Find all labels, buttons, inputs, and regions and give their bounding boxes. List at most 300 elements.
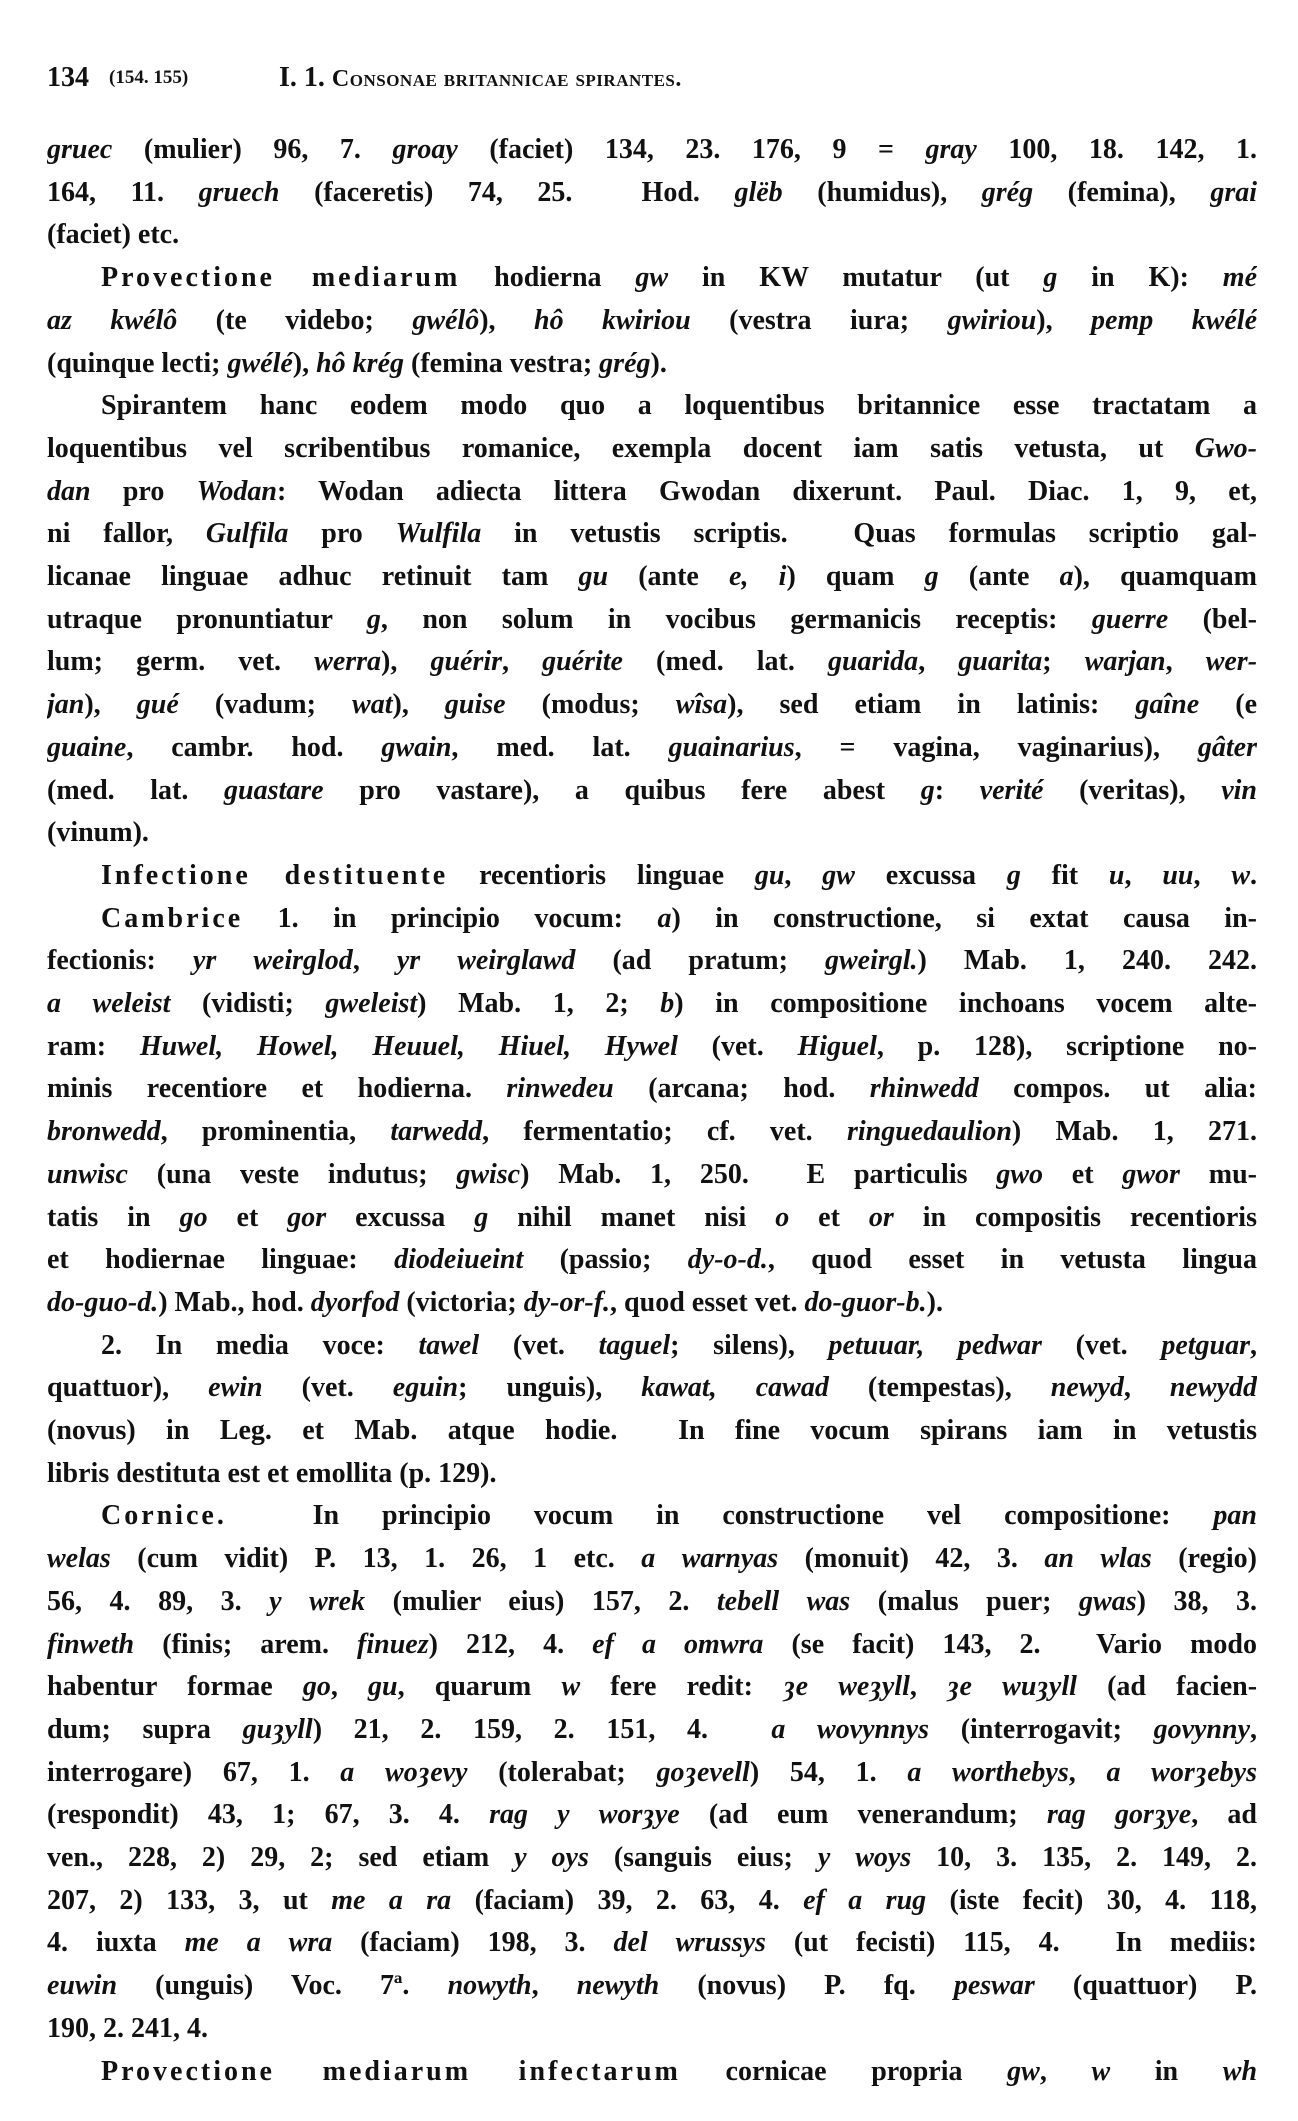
italic-term: dyorfod: [310, 1286, 400, 1318]
italic-term: ewin: [208, 1372, 263, 1404]
text-run: 190, 2. 241, 4.: [47, 2012, 208, 2044]
italic-term: dan: [47, 475, 91, 507]
text-run: ; silens),: [670, 1329, 829, 1361]
text-line: [47, 642, 1257, 682]
text-run: (vet.: [479, 1329, 599, 1361]
text-run: in vetustis scriptis. Quas formulas scriptio gal-: [481, 518, 1257, 550]
text-line: [101, 1496, 1257, 1536]
italic-term: g: [924, 561, 939, 592]
italic-term: grai: [1210, 176, 1257, 208]
text-run: (vidisti;: [170, 988, 326, 1019]
text-run: ,: [531, 1970, 577, 2002]
text-run: (cum vidit) P. 13, 1. 26, 1 etc.: [110, 1543, 642, 1575]
italic-term: rhinwedd: [869, 1073, 979, 1105]
italic-term: a weleist: [47, 988, 171, 1019]
italic-term: gwo: [996, 1158, 1043, 1190]
text-run: ) Mab. 1, 271.: [1011, 1116, 1257, 1148]
text-run: ) 212, 4.: [428, 1628, 593, 1660]
text-run: (ante: [938, 561, 1060, 592]
italic-term: wîsa: [675, 689, 728, 721]
italic-term: petguar: [1161, 1329, 1251, 1361]
text-line: [47, 1753, 1257, 1793]
text-run: fere redit:: [580, 1671, 784, 1703]
section-title: Consonae britannicae spirantes.: [331, 66, 682, 92]
spaced-heading-text: Infectione destituente: [101, 859, 449, 891]
italic-term: del wrussys: [613, 1927, 766, 1959]
text-run: (vet.: [1041, 1329, 1162, 1361]
italic-term: gué: [136, 689, 179, 721]
italic-term: go: [179, 1201, 208, 1233]
text-run: ),: [292, 347, 317, 379]
text-line: [47, 1625, 1257, 1665]
text-run: ) Mab., hod.: [158, 1286, 311, 1318]
text-run: , prominentia,: [160, 1116, 391, 1148]
text-line: [101, 386, 1257, 426]
italic-term: werra: [314, 646, 382, 678]
italic-term: a: [657, 902, 672, 934]
italic-term: yr weirglod: [192, 945, 353, 977]
text-run: (bel-: [1168, 603, 1257, 635]
text-run: recentioris linguae: [448, 859, 755, 891]
text-run: excussa: [854, 859, 1007, 891]
text-line: [101, 258, 1257, 298]
text-run: ),: [392, 689, 445, 721]
text-run: (faciet) etc.: [47, 219, 180, 251]
text-run: quattuor),: [47, 1372, 209, 1404]
text-run: , non solum in vocibus germanicis receptis:: [380, 603, 1092, 635]
italic-term: Wodan: [196, 475, 277, 507]
italic-term: guȝyll: [242, 1713, 313, 1745]
italic-term: groay: [392, 134, 458, 165]
italic-term: a worȝebys: [1106, 1756, 1257, 1788]
italic-term: me a ra: [331, 1884, 452, 1916]
italic-term: guise: [444, 689, 506, 721]
text-run: , quod esset in vetusta lingua: [767, 1244, 1257, 1276]
text-line: [47, 1795, 1257, 1835]
italic-term: gruec: [47, 134, 113, 165]
text-run: pro: [90, 475, 197, 507]
italic-term: gwain: [381, 731, 452, 763]
text-run: (interrogavit;: [929, 1713, 1154, 1745]
italic-term: goȝevell: [656, 1756, 750, 1788]
text-run: (vinum).: [47, 817, 149, 849]
italic-term: gwélé: [227, 347, 293, 379]
italic-term: pan: [1213, 1500, 1257, 1532]
italic-term: finweth: [47, 1628, 135, 1660]
text-run: : Wodan adiecta littera Gwodan dixerunt. Paul. Diac. 1, 9, et,: [276, 475, 1257, 507]
italic-term: w: [561, 1671, 581, 1703]
text-line: [47, 984, 1257, 1024]
text-run: tatis in: [47, 1201, 180, 1233]
text-run: ,: [909, 1671, 948, 1703]
text-run: 4. iuxta: [47, 1927, 185, 1959]
text-run: ).: [926, 1286, 943, 1318]
text-run: In principio vocum in constructione vel compositione:: [226, 1500, 1214, 1532]
text-line: [47, 429, 1257, 469]
text-run: , cambr. hod.: [126, 731, 382, 763]
text-run: compos. ut alia:: [978, 1073, 1257, 1105]
text-run: (faciet) 134, 23. 176, 9 =: [457, 134, 926, 165]
text-run: ) Mab. 1, 250. E particulis: [520, 1158, 997, 1190]
text-run: ,: [502, 646, 543, 678]
text-line: [47, 1454, 1257, 1494]
text-run: in: [1110, 2055, 1223, 2087]
italic-term: ef a omwra: [592, 1628, 764, 1660]
text-line: [47, 771, 1257, 811]
text-run: (ad facien-: [1076, 1671, 1257, 1703]
text-run: (novus) in Leg. et Mab. atque hodie. In fine vocum spirans iam in vetustis: [47, 1415, 1257, 1446]
text-run: (e: [1199, 689, 1257, 721]
italic-term: gweleist: [325, 988, 418, 1019]
italic-term: e, i: [729, 561, 787, 592]
text-line: [47, 1198, 1257, 1238]
italic-term: glëb: [734, 176, 783, 208]
italic-term: gw: [822, 859, 855, 891]
text-run: , quod esset vet.: [610, 1286, 805, 1318]
italic-term: guainarius: [668, 731, 795, 763]
italic-term: hô krég: [316, 347, 405, 379]
italic-term: eguin: [392, 1372, 459, 1404]
italic-term: grég: [981, 176, 1034, 208]
italic-term: guaine: [47, 731, 127, 763]
italic-term: newydd: [1169, 1372, 1257, 1404]
text-run: 10, 3. 135, 2. 149, 2.: [911, 1842, 1257, 1873]
text-run: ni fallor,: [47, 518, 206, 550]
text-run: (tempestas),: [828, 1372, 1051, 1404]
italic-term: gwiriou: [947, 304, 1037, 336]
text-line: [47, 1923, 1257, 1963]
text-line: [101, 856, 1257, 896]
text-line: [47, 215, 1257, 255]
spaced-heading-text: Provectione mediarum infectarum: [101, 2055, 681, 2087]
text-run: ), sed etiam in latinis:: [727, 689, 1136, 721]
italic-term: wer-: [1205, 646, 1257, 678]
text-run: ) in compositione inchoans vocem alte-: [674, 988, 1257, 1019]
italic-term: a worthebys: [907, 1756, 1069, 1788]
italic-term: guérir: [430, 646, 503, 678]
text-run: (una veste indutus;: [127, 1158, 457, 1190]
text-run: (faciam) 39, 2. 63, 4.: [451, 1884, 804, 1916]
italic-term: euwin: [47, 1970, 118, 2002]
italic-term: guérite: [542, 646, 623, 678]
text-run: , ad: [1191, 1799, 1257, 1831]
italic-term: dy-o-d.: [687, 1244, 768, 1276]
italic-term: ef a rug: [803, 1884, 927, 1916]
italic-term: gu: [754, 859, 785, 891]
text-run: (mulier eius) 157, 2.: [365, 1585, 717, 1617]
italic-term: a wovynnys: [771, 1713, 930, 1745]
text-run: , fermentatio; cf. vet.: [482, 1116, 847, 1148]
text-run: (tolerabat;: [467, 1756, 657, 1788]
text-run: 2. In media voce:: [101, 1329, 419, 1361]
text-run: interrogare) 67, 1.: [47, 1756, 341, 1788]
text-run: 100, 18. 142, 1.: [976, 134, 1257, 165]
italic-term: gâter: [1197, 731, 1257, 763]
text-run: , quarum: [397, 1671, 562, 1703]
italic-term: gu: [578, 561, 609, 592]
text-line: [47, 1667, 1257, 1707]
text-run: (passio;: [523, 1244, 688, 1276]
text-line: [47, 1838, 1257, 1878]
italic-term: newyd: [1050, 1372, 1124, 1404]
text-run: minis recentiore et hodierna.: [47, 1073, 507, 1105]
text-run: 164, 11.: [47, 176, 199, 208]
text-run: , p. 128), scriptione no-: [876, 1030, 1257, 1062]
italic-term: welas: [47, 1543, 111, 1575]
italic-term: g: [920, 774, 935, 806]
italic-term: Wulfila: [395, 518, 482, 550]
text-run: et: [789, 1201, 869, 1233]
text-run: ) Mab. 1, 2;: [417, 988, 661, 1019]
text-run: excussa: [326, 1201, 475, 1233]
text-run: (ad eum venerandum;: [679, 1799, 1047, 1831]
text-run: ,: [352, 945, 397, 977]
text-line: [101, 899, 1257, 939]
italic-term: b: [660, 988, 675, 1019]
italic-term: govynny: [1153, 1713, 1251, 1745]
spaced-heading-text: Cornice.: [101, 1500, 227, 1532]
text-run: ,: [1039, 2055, 1092, 2087]
italic-term: guastare: [224, 774, 324, 806]
text-line: [101, 1326, 1257, 1366]
text-line: [47, 1539, 1257, 1579]
italic-term: g: [1006, 859, 1021, 891]
italic-term: diodeiueint: [394, 1244, 524, 1276]
italic-term: unwisc: [47, 1158, 128, 1190]
text-line: [47, 1411, 1257, 1451]
italic-term: wat: [352, 689, 393, 721]
text-run: (vadum;: [178, 689, 353, 721]
italic-term: guerre: [1091, 603, 1169, 635]
text-run: (faciam) 198, 3.: [332, 1927, 614, 1959]
italic-term: nowyth: [447, 1970, 532, 2002]
italic-term: wh: [1222, 2055, 1257, 2087]
section-number: I. 1.: [279, 62, 325, 93]
italic-term: g: [366, 603, 381, 635]
text-line: [47, 130, 1257, 170]
text-run: (monuit) 42, 3.: [778, 1543, 1045, 1575]
italic-term: jan: [47, 689, 85, 721]
text-run: (mulier) 96, 7.: [112, 134, 393, 165]
italic-term: grég: [599, 347, 651, 379]
text-run: ;: [1042, 646, 1085, 678]
text-run: (med. lat.: [622, 646, 828, 678]
text-run: mu-: [1179, 1158, 1257, 1190]
text-run: loquentibus vel scribentibus romanice, exempla docent iam satis vetusta, ut: [47, 432, 1195, 464]
text-run: et hodiernae linguae:: [47, 1244, 395, 1276]
italic-term: hô kwiriou: [534, 304, 691, 336]
text-line: [47, 1966, 1257, 2006]
text-run: (veritas),: [1043, 774, 1222, 806]
text-run: , = vagina, vaginarius),: [794, 731, 1198, 763]
text-line: [47, 301, 1257, 341]
italic-term: gaîne: [1135, 689, 1200, 721]
italic-term: vin: [1221, 774, 1257, 806]
text-line: [47, 728, 1257, 768]
text-run: hodierna: [460, 262, 636, 294]
text-run: ,: [1124, 859, 1163, 891]
text-run: (quattuor) P.: [1034, 1970, 1257, 2002]
text-run: (finis; arem.: [134, 1628, 358, 1660]
text-run: ,: [918, 646, 959, 678]
italic-term: a woȝevy: [340, 1756, 468, 1788]
text-run: ram:: [47, 1030, 140, 1062]
italic-term: gray: [925, 134, 977, 165]
text-line: [47, 1710, 1257, 1750]
italic-term: w: [1231, 859, 1250, 891]
text-run: (med. lat.: [47, 774, 225, 806]
text-run: ),: [479, 304, 534, 336]
italic-term: warjan: [1084, 646, 1166, 678]
text-run: (malus puer;: [850, 1585, 1080, 1617]
italic-term: or: [868, 1201, 894, 1233]
text-run: ) in constructione, si extat causa in-: [671, 902, 1257, 934]
text-run: libris destituta est et emollita (p. 129).: [47, 1457, 497, 1489]
text-line: [47, 344, 1257, 384]
italic-term: gwas: [1079, 1585, 1137, 1617]
italic-term: w: [1091, 2055, 1111, 2087]
italic-term: bronwedd: [47, 1116, 161, 1148]
italic-term: do-guor-b.: [804, 1286, 927, 1318]
italic-term: petuuar, pedwar: [828, 1329, 1042, 1361]
text-line: [101, 2052, 1257, 2092]
text-run: (faceretis) 74, 25. Hod.: [279, 176, 735, 208]
text-run: (vestra iura;: [690, 304, 948, 336]
italic-term: uu: [1162, 859, 1194, 891]
italic-term: ringuedaulion: [846, 1116, 1012, 1148]
text-run: , med. lat.: [451, 731, 669, 763]
italic-term: gwisc: [456, 1158, 521, 1190]
text-run: (victoria;: [399, 1286, 524, 1318]
text-run: ) 21, 2. 159, 2. 151, 4.: [312, 1713, 772, 1745]
italic-term: go: [302, 1671, 331, 1703]
text-line: [47, 514, 1257, 554]
text-run: cornicae propria: [680, 2055, 1008, 2087]
text-run: ,: [330, 1671, 369, 1703]
text-run: et: [207, 1201, 288, 1233]
italic-term: rag gorȝye: [1046, 1799, 1192, 1831]
text-line: [47, 1283, 1257, 1323]
text-line: [47, 1368, 1257, 1408]
italic-term: gor: [287, 1201, 327, 1233]
text-run: (unguis) Voc. 7ª.: [117, 1970, 448, 2002]
italic-term: az kwélô: [47, 304, 178, 336]
text-run: (humidus),: [782, 176, 982, 208]
text-run: fit: [1020, 859, 1109, 891]
text-run: (quinque lecti;: [47, 347, 228, 379]
text-run: licanae linguae adhuc retinuit tam: [47, 561, 579, 592]
italic-term: gw: [635, 262, 669, 294]
italic-term: kawat, cawad: [641, 1372, 829, 1404]
text-line: [47, 1155, 1257, 1195]
text-run: (iste fecit) 30, 4. 118,: [926, 1884, 1257, 1916]
italic-term: g: [474, 1201, 489, 1233]
page-number: 134: [47, 62, 89, 93]
italic-term: o: [775, 1201, 790, 1233]
text-run: habentur formae: [47, 1671, 303, 1703]
italic-term: a: [1059, 561, 1074, 592]
text-run: ) 54, 1.: [749, 1756, 908, 1788]
text-run: ), quamquam: [1073, 561, 1257, 592]
italic-term: me a wra: [184, 1927, 333, 1959]
text-run: in KW mutatur (ut: [668, 262, 1044, 294]
italic-term: u: [1108, 859, 1125, 891]
running-header: [47, 62, 1257, 102]
text-run: (modus;: [505, 689, 676, 721]
text-run: ,: [1250, 1713, 1257, 1745]
italic-term: gu: [368, 1671, 398, 1703]
text-run: dum; supra: [47, 1713, 243, 1745]
italic-term: ȝe wuȝyll: [947, 1671, 1077, 1703]
italic-term: gw: [1007, 2055, 1040, 2087]
text-run: (te videbo;: [177, 304, 413, 336]
text-line: [47, 173, 1257, 213]
italic-term: dy-or-f.: [523, 1286, 611, 1318]
text-line: [47, 1582, 1257, 1622]
italic-term: an wlas: [1044, 1543, 1152, 1575]
italic-term: yr weirglawd: [396, 945, 576, 977]
text-run: ) quam: [786, 561, 925, 592]
text-run: ven., 228, 2) 29, 2; sed etiam: [47, 1842, 515, 1873]
text-run: ,: [1123, 1372, 1170, 1404]
italic-term: tarwedd: [390, 1116, 483, 1148]
text-run: 207, 2) 133, 3, ut: [47, 1884, 332, 1916]
text-run: ) Mab. 1, 240. 242.: [917, 945, 1257, 977]
text-line: [47, 1112, 1257, 1152]
italic-term: Huwel, Howel, Heuuel, Hiuel, Hywel: [139, 1030, 678, 1062]
text-run: ).: [650, 347, 667, 379]
italic-term: taguel: [598, 1329, 671, 1361]
italic-term: tebell was: [716, 1585, 851, 1617]
italic-term: gwor: [1122, 1158, 1180, 1190]
italic-term: tawel: [418, 1329, 480, 1361]
italic-term: gruech: [198, 176, 280, 208]
spaced-heading-text: Cambrice: [101, 902, 244, 934]
text-run: (femina),: [1033, 176, 1211, 208]
text-line: [47, 685, 1257, 725]
text-run: ,: [784, 859, 823, 891]
text-run: (ad pratum;: [575, 945, 825, 977]
text-run: ,: [1193, 859, 1232, 891]
italic-term: newyth: [576, 1970, 660, 2002]
italic-term: mé: [1222, 262, 1257, 294]
italic-term: pemp kwélé: [1091, 304, 1257, 336]
text-run: (ante: [608, 561, 730, 592]
text-run: 56, 4. 89, 3.: [47, 1585, 270, 1617]
text-run: in compositis recentioris: [893, 1201, 1257, 1233]
text-run: ),: [84, 689, 137, 721]
italic-term: y oys: [514, 1842, 589, 1873]
text-run: (se facit) 143, 2. Vario modo: [763, 1628, 1257, 1660]
text-run: (sanguis eius;: [588, 1842, 818, 1873]
text-run: fectionis:: [47, 945, 193, 977]
text-run: ) 38, 3.: [1136, 1585, 1257, 1617]
italic-term: y woys: [817, 1842, 912, 1873]
text-run: :: [934, 774, 980, 806]
italic-term: verité: [979, 774, 1044, 806]
text-run: (respondit) 43, 1; 67, 3. 4.: [47, 1799, 490, 1831]
text-run: (arcana; hod.: [613, 1073, 870, 1105]
text-line: [47, 600, 1257, 640]
italic-term: rinwedeu: [506, 1073, 614, 1105]
text-run: Spirantem hanc eodem modo quo a loquentibus britannice esse tractatam a: [101, 390, 1257, 422]
text-run: (ut fecisti) 115, 4. In mediis:: [765, 1927, 1257, 1959]
text-run: ,: [1165, 646, 1206, 678]
text-run: .: [1250, 859, 1257, 891]
text-run: pro: [288, 518, 396, 550]
italic-term: gwélô: [412, 304, 480, 336]
text-run: (regio): [1151, 1543, 1257, 1575]
